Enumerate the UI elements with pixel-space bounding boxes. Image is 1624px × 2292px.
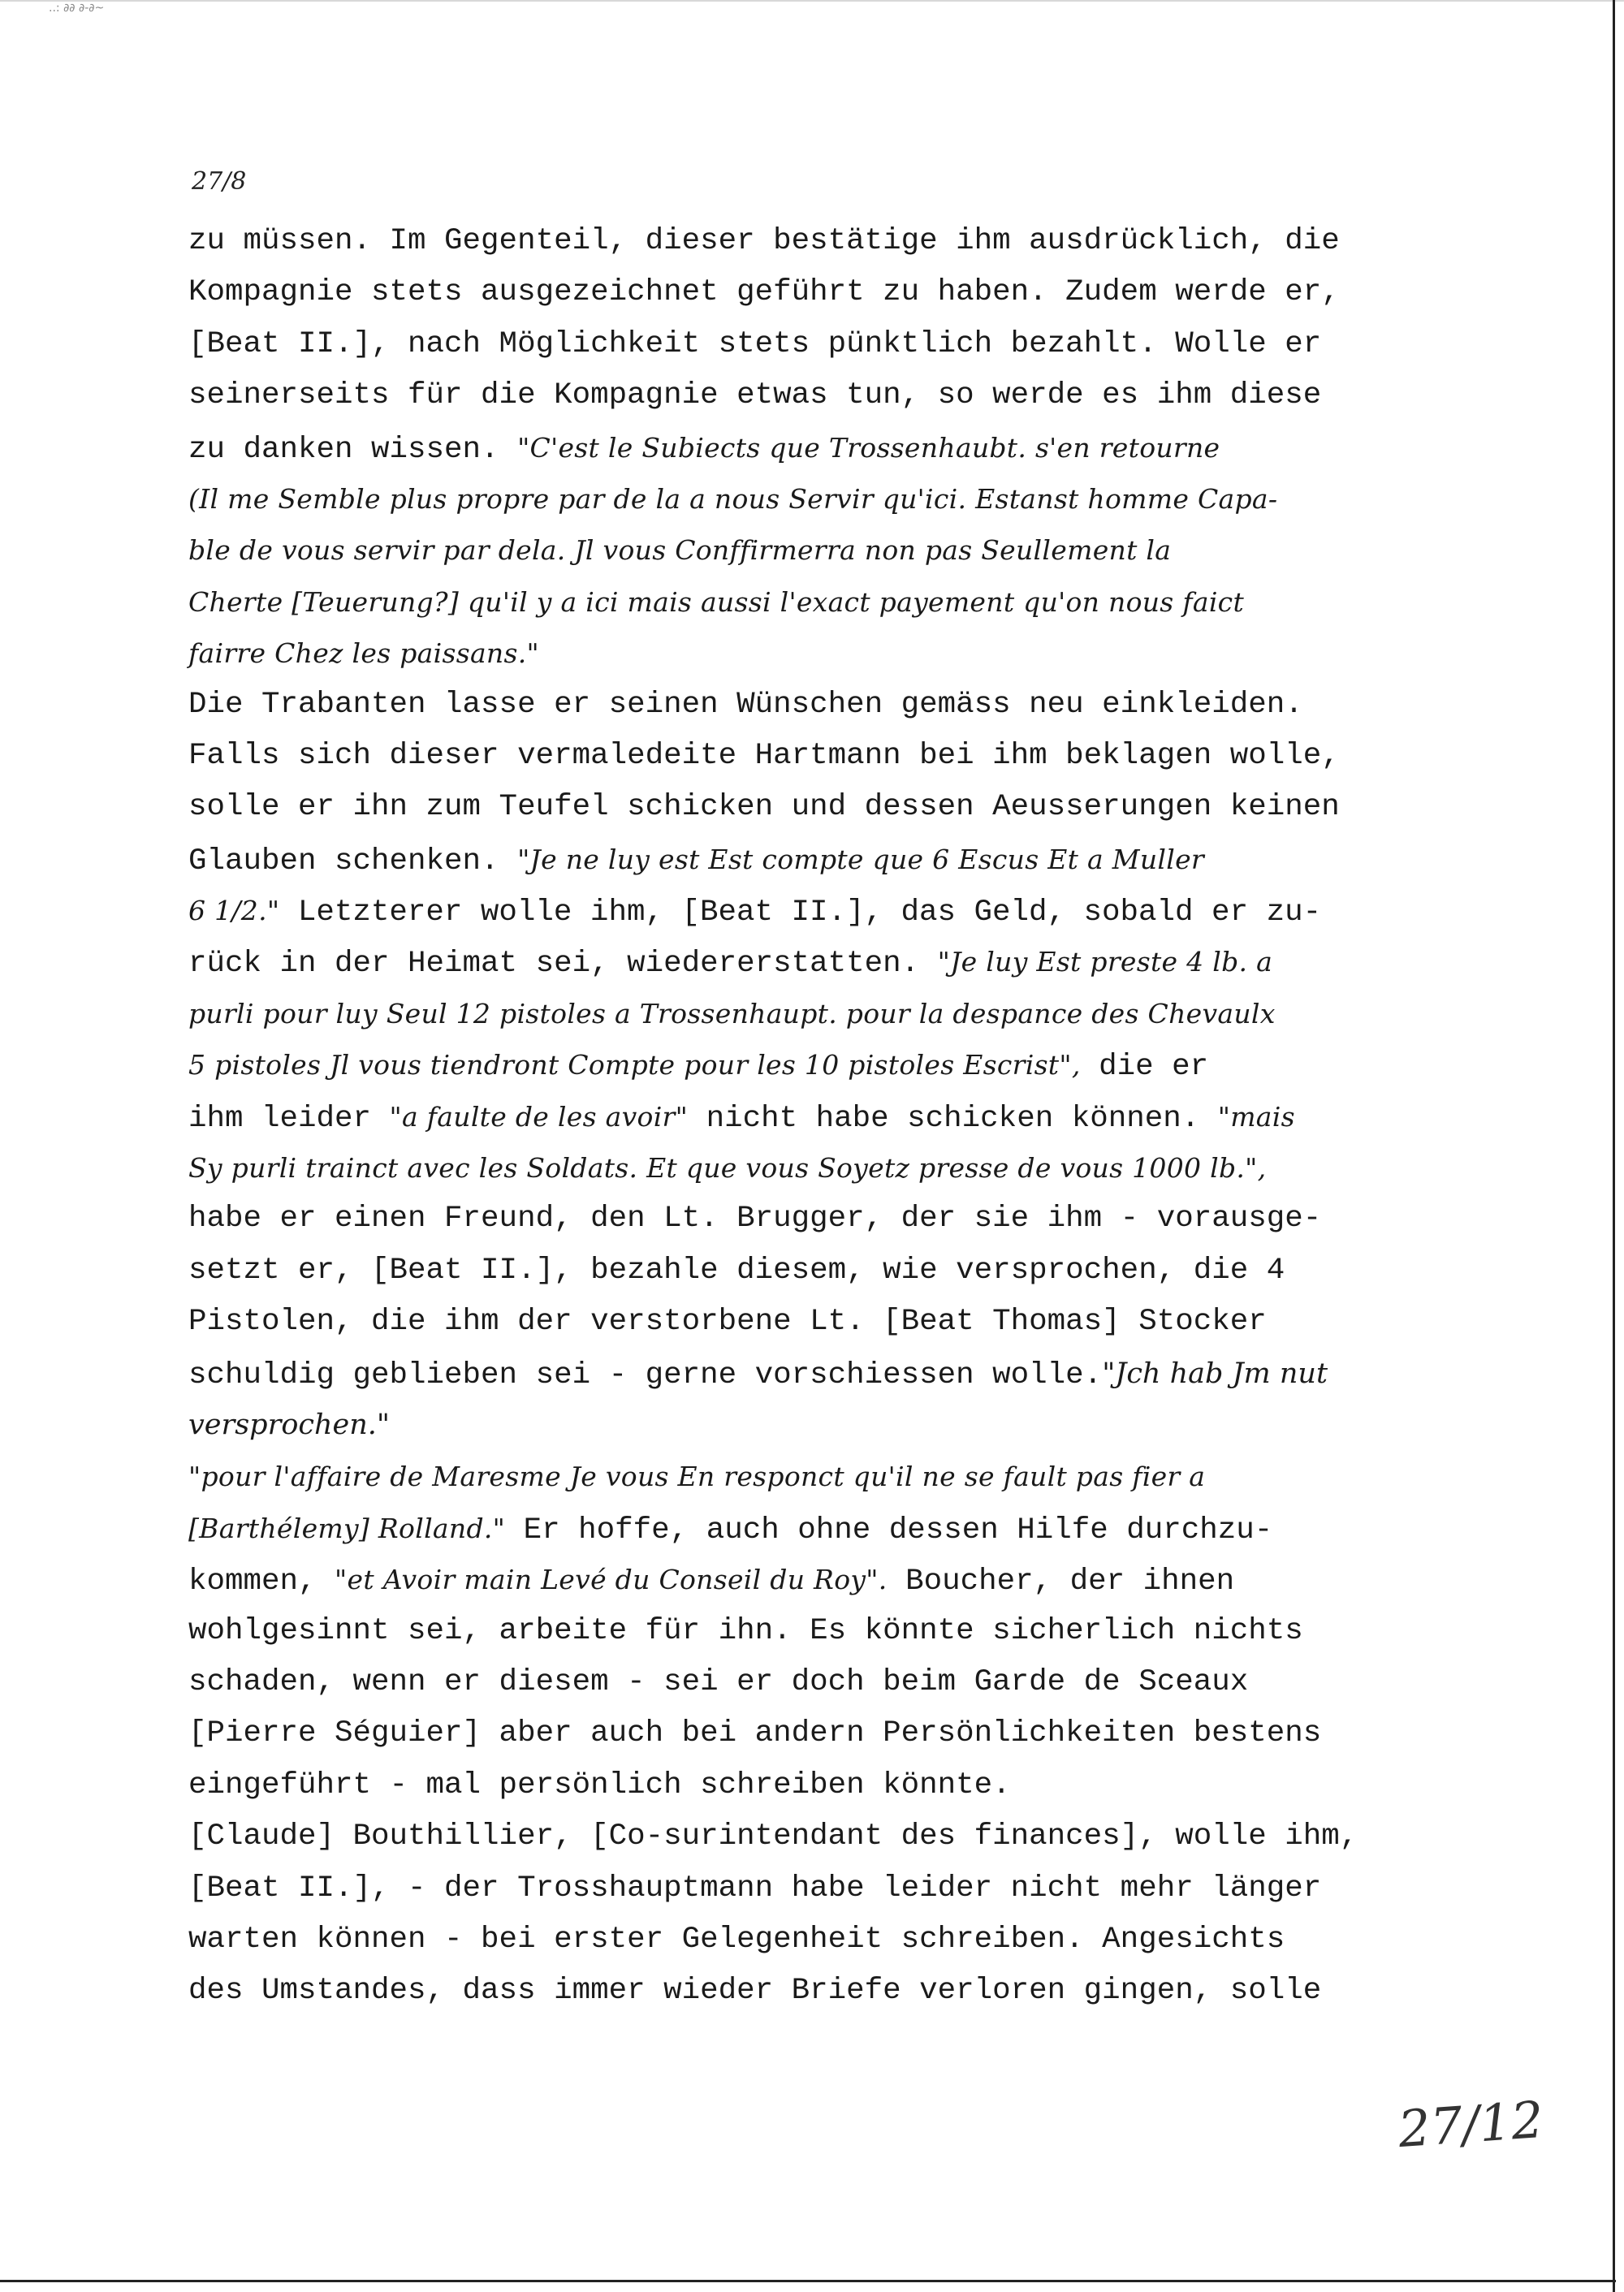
body-text-segment: schuldig geblieben sei - gerne vorschiessen wolle. [188, 1358, 1103, 1392]
quoted-french-text: "Je luy Est preste 4 lb. a [937, 946, 1273, 978]
quoted-french-text: "Jch hab Jm nut [1102, 1357, 1328, 1390]
text-line [188, 1606, 1601, 1657]
body-text-segment: Er hoffe, auch ohne dessen Hilfe durchzu- [505, 1513, 1273, 1547]
page-edge-right [1613, 0, 1615, 2292]
text-line [188, 267, 1601, 318]
body-text-segment: solle er ihn zum Teufel schicken und dessen Aeusserungen keinen [188, 790, 1340, 825]
quoted-french-text: 6 1/2." [188, 895, 280, 927]
handwritten-page-number: 27/12 [1396, 2089, 1546, 2160]
body-text-segment: [Beat II.], - der Trosshauptmann habe leider nicht mehr länger [188, 1871, 1322, 1906]
text-line [188, 731, 1601, 782]
page-edge-top [0, 0, 1624, 2]
body-text-segment: seinerseits für die Kompagnie etwas tun, so werde es ihm diese [188, 378, 1322, 413]
text-line [188, 680, 1601, 731]
quoted-french-text: Cherte [Teuerung?] qu'il y a ici mais aussi l'exact payement qu'on nous faict [188, 585, 1245, 618]
body-text-segment: kommen, [188, 1565, 335, 1599]
body-text-segment: Boucher, der ihnen [887, 1565, 1235, 1599]
text-line [188, 885, 1601, 936]
text-line [188, 1400, 1601, 1451]
body-text-segment: [Pierre Séguier] aber auch bei andern Persönlichkeiten bestens [188, 1716, 1322, 1751]
quoted-french-text: "pour l'affaire de Maresme Je vous En responct qu'il ne se fault pas fier a [188, 1461, 1206, 1493]
text-line [188, 1349, 1601, 1400]
quoted-french-text: versprochen." [188, 1408, 391, 1441]
text-line [188, 473, 1601, 524]
quoted-french-text: "a faulte de les avoir" [389, 1100, 689, 1133]
quoted-french-text: 5 pistoles Jl vous tiendront Compte pour les 10 pistoles Escrist", [188, 1049, 1081, 1081]
body-text-segment: ihm leider [188, 1101, 390, 1136]
body-text-segment: eingeführt - mal persönlich schreiben könnte. [188, 1768, 1011, 1802]
quoted-french-text: (Il me Semble plus propre par de la a nous Servir qu'ici. Estanst homme Capa- [188, 482, 1278, 515]
text-line [188, 1708, 1601, 1759]
body-text-segment: Kompagnie stets ausgezeichnet geführt zu haben. Zudem werde er, [188, 275, 1340, 310]
body-text-segment: Falls sich dieser vermaledeite Hartmann bei ihm beklagen wolle, [188, 738, 1340, 773]
body-text-segment: rück in der Heimat sei, wiedererstatten. [188, 947, 938, 982]
quoted-french-text: ble de vous servir par dela. Jl vous Conffirmerra non pas Seullement la [188, 534, 1172, 567]
quoted-french-text: "C'est le Subiects que Trossenhaubt. s'en retourne [517, 431, 1220, 464]
body-text-segment: Die Trabanten lasse er seinen Wünschen gemäss neu einkleiden. [188, 687, 1303, 722]
quoted-french-text: "et Avoir main Levé du Conseil du Roy". [335, 1564, 888, 1596]
text-line [188, 1142, 1601, 1193]
page-edge-bottom [0, 2280, 1616, 2282]
text-line [188, 1657, 1601, 1708]
text-line [188, 1914, 1601, 1966]
body-text [188, 216, 1601, 2018]
text-line [188, 1091, 1601, 1142]
body-text-segment: zu müssen. Im Gegenteil, dieser bestätige ihm ausdrücklich, die [188, 224, 1340, 258]
quoted-french-text: Sy purli trainct avec les Soldats. Et que vous Soyetz presse de vous 1000 lb.", [188, 1152, 1267, 1185]
text-line [188, 422, 1601, 473]
text-line [188, 1451, 1601, 1502]
text-line [188, 1863, 1601, 1914]
quoted-french-text: purli pour luy Seul 12 pistoles a Trossenhaupt. pour la despance des Chevaulx [188, 997, 1276, 1029]
body-text-segment: die er [1080, 1050, 1209, 1085]
body-text-segment: Glauben schenken. [188, 844, 518, 878]
text-line [188, 782, 1601, 833]
text-line [188, 319, 1601, 370]
text-line [188, 1966, 1601, 2017]
text-line [188, 988, 1601, 1039]
body-text-segment: Pistolen, die ihm der verstorbene Lt. [Beat Thomas] Stocker [188, 1305, 1267, 1340]
body-text-segment: [Beat II.], nach Möglichkeit stets pünktlich bezahlt. Wolle er [188, 326, 1322, 361]
text-line [188, 1193, 1601, 1245]
text-line [188, 1811, 1601, 1863]
text-line [188, 936, 1601, 987]
body-text-segment: habe er einen Freund, den Lt. Brugger, der sie ihm - vorausge- [188, 1202, 1322, 1237]
text-line [188, 576, 1601, 628]
body-text-segment: des Umstandes, dass immer wieder Briefe verloren gingen, solle [188, 1974, 1322, 2009]
body-text-segment: Letzterer wolle ihm, [Beat II.], das Geld, sobald er zu- [279, 896, 1322, 930]
text-line [188, 216, 1601, 267]
text-line [188, 1297, 1601, 1348]
page-reference: 27/8 [192, 167, 247, 196]
body-text-segment: setzt er, [Beat II.], bezahle diesem, wie versprochen, die 4 [188, 1253, 1285, 1288]
quoted-french-text: "mais [1217, 1100, 1295, 1133]
text-line [188, 524, 1601, 576]
text-line [188, 1760, 1601, 1811]
text-line [188, 1554, 1601, 1605]
quoted-french-text: "Je ne luy est Est compte que 6 Escus Et a Muller [517, 843, 1204, 875]
corner-mark: ..: ∂∂ ∂-∂~ [49, 2, 105, 15]
body-text-segment: warten können - bei erster Gelegenheit schreiben. Angesichts [188, 1922, 1285, 1957]
body-text-segment: schaden, wenn er diesem - sei er doch beim Garde de Sceaux [188, 1664, 1249, 1699]
quoted-french-text: fairre Chez les paissans." [188, 637, 539, 670]
body-text-segment: wohlgesinnt sei, arbeite für ihn. Es könnte sicherlich nichts [188, 1613, 1303, 1648]
text-line [188, 1503, 1601, 1554]
text-line [188, 1245, 1601, 1297]
text-line [188, 370, 1601, 421]
body-text-segment: nicht habe schicken können. [688, 1101, 1218, 1136]
quoted-french-text: [Barthélemy] Rolland." [188, 1512, 506, 1544]
text-line [188, 628, 1601, 679]
body-text-segment: [Claude] Bouthillier, [Co-surintendant des finances], wolle ihm, [188, 1819, 1358, 1854]
text-line [188, 1039, 1601, 1090]
text-line [188, 834, 1601, 885]
body-text-segment: zu danken wissen. [188, 432, 518, 467]
